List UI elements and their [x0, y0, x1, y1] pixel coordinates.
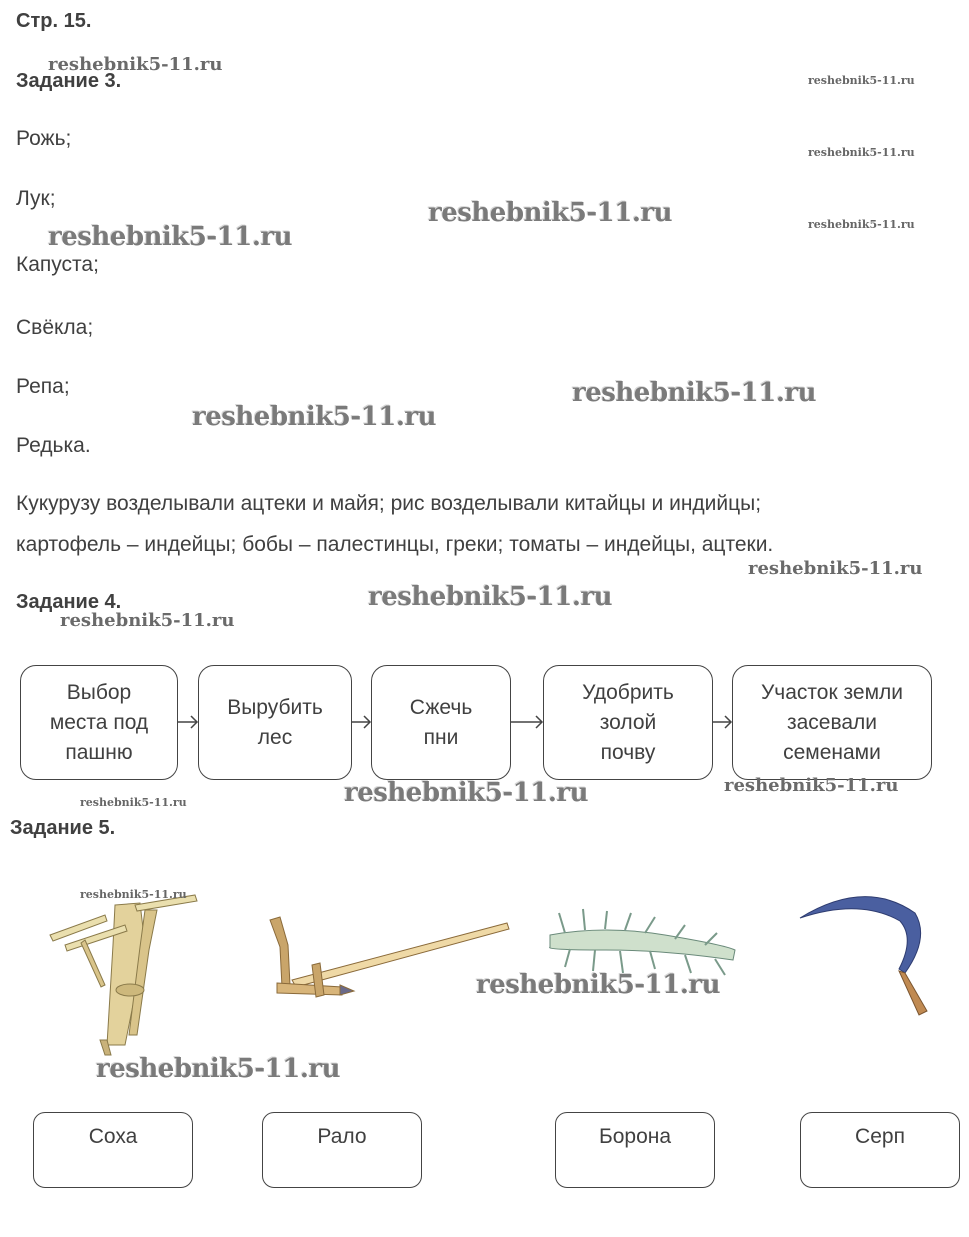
sickle-icon [795, 893, 935, 1023]
flow-step-4: Удобрить золой почву [543, 665, 713, 780]
watermark: reshebnik5-11.ru [428, 198, 673, 228]
page-label: Стр. 15. [16, 10, 92, 32]
flow-step-3: Сжечь пни [371, 665, 511, 780]
watermark: reshebnik5-11.ru [80, 796, 187, 809]
task3-paragraph-line: картофель – индейцы; бобы – палестинцы, греки; томаты – индейцы, ацтеки. [16, 533, 774, 556]
plough-soha-icon [45, 885, 205, 1055]
flow-step-1: Выбор места под пашню [20, 665, 178, 780]
task3-item: Лук; [16, 187, 56, 210]
watermark: reshebnik5-11.ru [808, 218, 915, 231]
task4-heading: Задание 4. [16, 591, 122, 613]
arrow-icon [352, 716, 370, 728]
task3-item: Рожь; [16, 127, 72, 150]
watermark: reshebnik5-11.ru [724, 775, 899, 796]
watermark: reshebnik5-11.ru [344, 778, 589, 808]
tool-label-ralo: Рало [262, 1112, 422, 1188]
arrow-icon [178, 716, 197, 728]
tool-label-borona: Борона [555, 1112, 715, 1188]
task3-heading: Задание 3. [16, 70, 122, 92]
watermark: reshebnik5-11.ru [80, 888, 187, 901]
arrow-icon [511, 716, 542, 728]
watermark: reshebnik5-11.ru [48, 222, 293, 252]
watermark: reshebnik5-11.ru [192, 402, 437, 432]
watermark: reshebnik5-11.ru [808, 146, 915, 159]
watermark: reshebnik5-11.ru [572, 378, 817, 408]
watermark: reshebnik5-11.ru [748, 558, 923, 579]
tool-label-serp: Серп [800, 1112, 960, 1188]
tool-label-soha: Соха [33, 1112, 193, 1188]
task3-paragraph-line: Кукурузу возделывали ацтеки и майя; рис возделывали китайцы и индийцы; [16, 492, 762, 515]
flow-step-5: Участок земли засевали семенами [732, 665, 932, 780]
watermark: reshebnik5-11.ru [96, 1054, 341, 1084]
watermark: reshebnik5-11.ru [60, 610, 235, 631]
watermark: reshebnik5-11.ru [368, 582, 613, 612]
task3-item: Редька. [16, 434, 91, 457]
watermark: reshebnik5-11.ru [808, 74, 915, 87]
task3-item: Капуста; [16, 253, 99, 276]
arrow-icon [713, 716, 731, 728]
ralo-icon [262, 915, 512, 1005]
watermark: reshebnik5-11.ru [48, 54, 223, 75]
watermark: reshebnik5-11.ru [476, 970, 721, 1000]
task3-item: Свёкла; [16, 316, 94, 339]
task5-heading: Задание 5. [10, 817, 116, 839]
task3-item: Репа; [16, 375, 70, 398]
flow-step-2: Вырубить лес [198, 665, 352, 780]
